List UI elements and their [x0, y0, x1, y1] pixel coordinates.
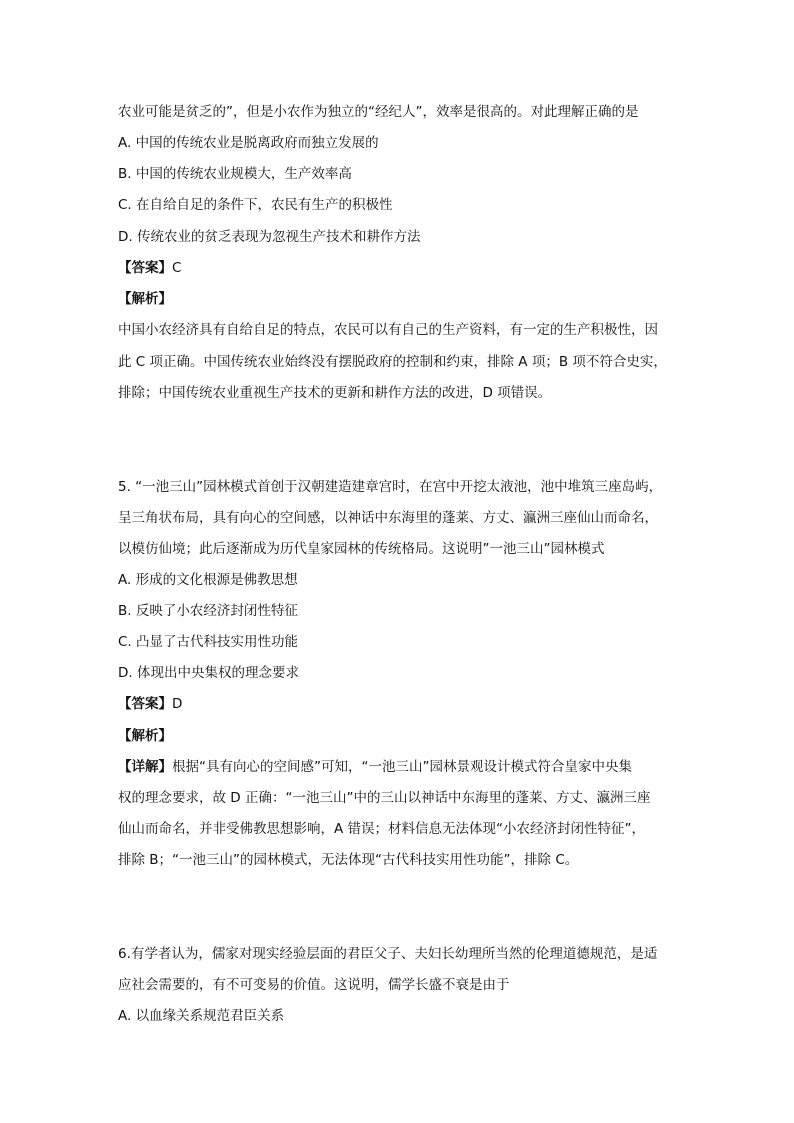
q4-option-c: C. 在自给自足的条件下，农民有生产的积极性	[118, 197, 393, 213]
q5-stem-line-2: 呈三角状布局，具有向心的空间感，以神话中东海里的蓬莱、方丈、瀛洲三座仙山而命名，	[118, 510, 658, 526]
q5-detail-line-4: 排除 B；“一池三山”的园林模式，无法体现“古代科技实用性功能”，排除 C。	[118, 852, 579, 868]
q5-option-d: D. 体现出中央集权的理念要求	[118, 665, 299, 681]
q4-analysis-line-1: 中国小农经济具有自给自足的特点，农民可以有自己的生产资料，有一定的生产积极性，因	[118, 322, 658, 338]
q4-analysis-label: 【解析】	[118, 291, 172, 307]
q4-option-b: B. 中国的传统农业规模大，生产效率高	[118, 166, 352, 182]
q5-stem-line-3: 以模仿仙境；此后逐渐成为历代皇家园林的传统格局。这说明”一池三山”园林模式	[118, 541, 605, 557]
q6-stem-line-1: 6.有学者认为，儒家对现实经验层面的君臣父子、夫妇长幼理所当然的伦理道德规范，是适	[118, 946, 658, 962]
q5-detail-line-2: 权的理念要求，故 D 正确：“一池三山”中的三山以神话中东海里的蓬莱、方丈、瀛洲三座	[118, 790, 651, 806]
q4-answer-label: 【答案】	[118, 260, 172, 276]
q4-answer	[118, 259, 678, 277]
q5-option-b: B. 反映了小农经济封闭性特征	[118, 603, 298, 619]
q5-analysis-label: 【解析】	[118, 728, 172, 744]
q4-option-a: A. 中国的传统农业是脱离政府而独立发展的	[118, 135, 379, 151]
q5-option-c: C. 凸显了古代科技实用性功能	[118, 634, 299, 650]
q5-answer-label: 【答案】	[118, 696, 172, 712]
q4-analysis-line-2: 此 C 项正确。中国传统农业始终没有摆脱政府的控制和约束，排除 A 项；B 项不符合史实，	[118, 354, 667, 370]
q5-detail-first: 根据“具有向心的空间感”可知，“一池三山”园林景观设计模式符合皇家中央集	[172, 759, 632, 775]
q5-detail-line-3: 仙山而命名，并非受佛教思想影响，A 错误；材料信息无法体现“小农经济封闭性特征”，	[118, 821, 646, 837]
q5-detail-label: 【详解】	[118, 759, 172, 775]
q4-stem-tail: 农业可能是贫乏的”，但是小农作为独立的“经纪人”，效率是很高的。对此理解正确的是	[118, 104, 639, 120]
q4-option-d: D. 传统农业的贫乏表现为忽视生产技术和耕作方法	[118, 229, 421, 245]
q4-answer-value: C	[172, 260, 182, 276]
q5-detail-line-1	[118, 758, 678, 776]
q6-stem-line-2: 应社会需要的，有不可变易的价值。这说明，儒学长盛不衰是由于	[118, 977, 510, 993]
q4-analysis-line-3: 排除；中国传统农业重视生产技术的更新和耕作方法的改进，D 项错误。	[118, 385, 552, 401]
q5-answer	[118, 695, 678, 713]
q5-option-a: A. 形成的文化根源是佛教思想	[118, 572, 298, 588]
q6-option-a: A. 以血缘关系规范君臣关系	[118, 1008, 285, 1024]
q5-answer-value: D	[172, 696, 183, 712]
q5-stem-line-1: 5. “一池三山”园林模式首创于汉朝建造建章宫时，在宫中开挖太液池，池中堆筑三座岛屿，	[118, 479, 663, 495]
